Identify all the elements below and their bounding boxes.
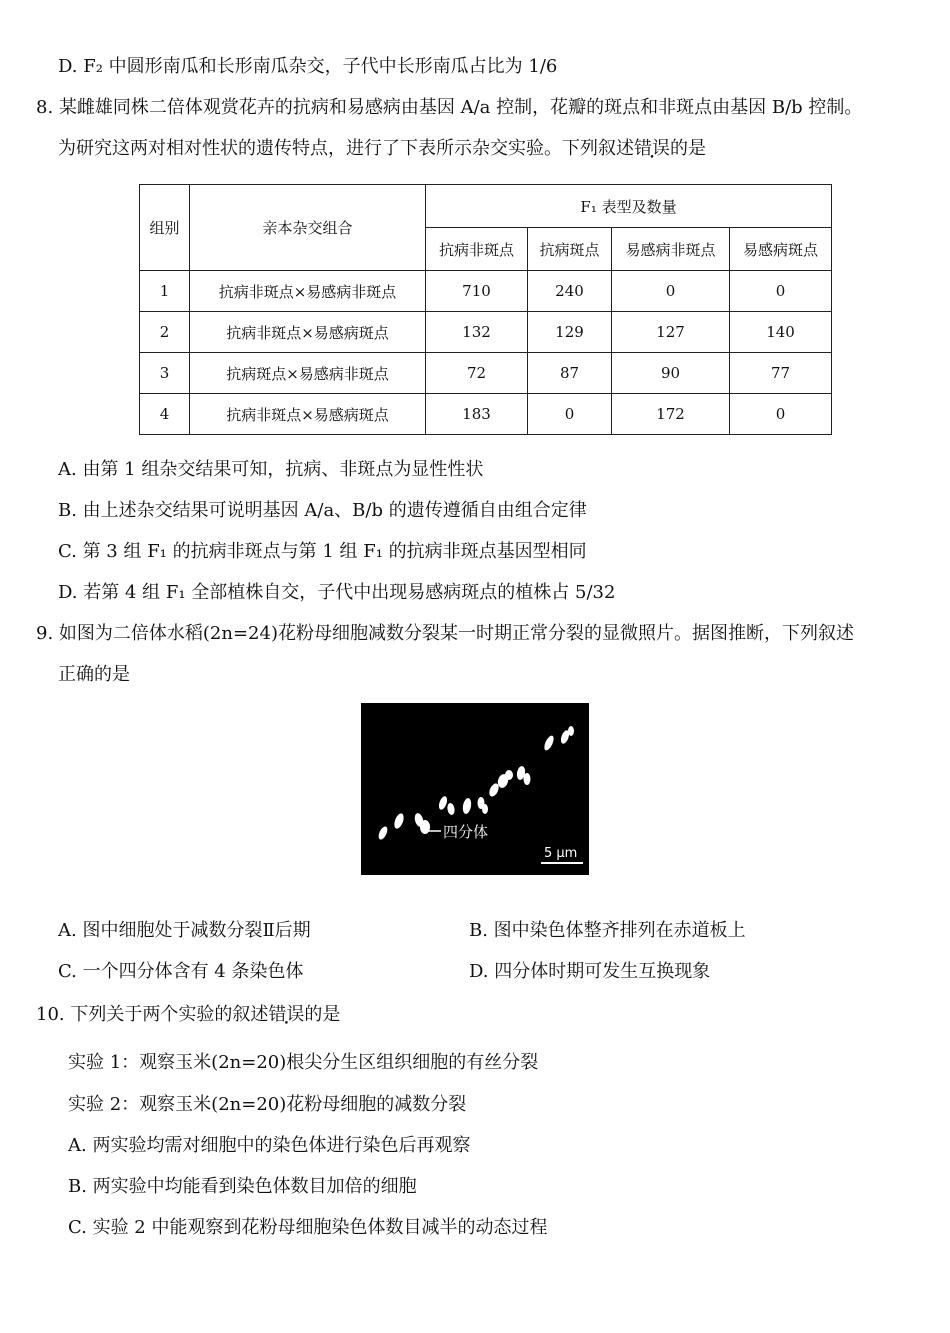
q10-stem: [36, 1003, 340, 1027]
micrograph-image: [361, 703, 589, 875]
q8-table: [139, 184, 832, 435]
prev-option-d: D. F₂ 中圆形南瓜和长形南瓜杂交，子代中长形南瓜占比为 1/6: [58, 56, 558, 77]
table-row: [140, 353, 832, 394]
cell-group: 4: [140, 394, 190, 435]
tetrad-label: 四分体: [443, 823, 489, 841]
cell-value: 172: [612, 394, 730, 435]
cell-group: 1: [140, 271, 190, 312]
q10-option-a: A. 两实验均需对细胞中的染色体进行染色后再观察: [68, 1135, 471, 1156]
cell-value: 72: [426, 353, 528, 394]
q9-stem-line1: 9. 如图为二倍体水稻(2n=24)花粉母细胞减数分裂某一时期正常分裂的显微照片。据图推断，下列叙述: [36, 623, 854, 644]
table-row: [140, 394, 832, 435]
subheader: 抗病斑点: [528, 228, 612, 271]
q9-option-b: B. 图中染色体整齐排列在赤道板上: [469, 920, 746, 941]
q9-option-c: C. 一个四分体含有 4 条染色体: [58, 961, 304, 982]
cell-cross: 抗病非斑点×易感病非斑点: [190, 271, 426, 312]
cell-group: 2: [140, 312, 190, 353]
header-parents: 亲本杂交组合: [190, 185, 426, 271]
subheader: 易感病非斑点: [612, 228, 730, 271]
cell-value: 140: [730, 312, 832, 353]
q8-emphasis: 错误: [634, 138, 670, 159]
q8-option-b: B. 由上述杂交结果可说明基因 A/a、B/b 的遗传遵循自由组合定律: [58, 500, 587, 521]
q8-stem-line2: [58, 137, 706, 161]
q8-option-d: D. 若第 4 组 F₁ 全部植株自交，子代中出现易感病斑点的植株占 5/32: [58, 582, 616, 603]
q10-stem-text: 10. 下列关于两个实验的叙述: [36, 1004, 269, 1025]
q9-option-a: A. 图中细胞处于减数分裂Ⅱ后期: [58, 920, 311, 941]
table-row: [140, 312, 832, 353]
cell-value: 87: [528, 353, 612, 394]
cell-value: 0: [730, 271, 832, 312]
subheader: 易感病斑点: [730, 228, 832, 271]
cell-cross: 抗病斑点×易感病非斑点: [190, 353, 426, 394]
q10-exp2: 实验 2：观察玉米(2n=20)花粉母细胞的减数分裂: [68, 1094, 467, 1115]
header-group: 组别: [140, 185, 190, 271]
cell-cross: 抗病非斑点×易感病斑点: [190, 312, 426, 353]
cell-value: 0: [528, 394, 612, 435]
cell-value: 240: [528, 271, 612, 312]
header-f1: F₁ 表型及数量: [426, 185, 832, 228]
q10-option-c: C. 实验 2 中能观察到花粉母细胞染色体数目减半的动态过程: [68, 1217, 548, 1238]
scale-bar-label: 5 μm: [544, 846, 578, 861]
q9-option-d: D. 四分体时期可发生互换现象: [469, 961, 711, 982]
cell-cross: 抗病非斑点×易感病斑点: [190, 394, 426, 435]
q10-stem-suffix: 的是: [304, 1004, 341, 1025]
q8-stem-line1: 8. 某雌雄同株二倍体观赏花卉的抗病和易感病由基因 A/a 控制，花瓣的斑点和非斑点由基因 B/b 控制。: [36, 97, 863, 118]
cell-value: 0: [730, 394, 832, 435]
cell-value: 710: [426, 271, 528, 312]
cell-group: 3: [140, 353, 190, 394]
cell-value: 77: [730, 353, 832, 394]
subheader: 抗病非斑点: [426, 228, 528, 271]
q10-exp1: 实验 1：观察玉米(2n=20)根尖分生区组织细胞的有丝分裂: [68, 1052, 539, 1073]
cell-value: 129: [528, 312, 612, 353]
q10-emphasis: 错误: [268, 1004, 305, 1025]
q8-stem-suffix: 的是: [670, 138, 706, 159]
cell-value: 132: [426, 312, 528, 353]
chromosome-figure: [361, 703, 589, 875]
q8-option-a: A. 由第 1 组杂交结果可知，抗病、非斑点为显性性状: [58, 459, 484, 480]
cell-value: 90: [612, 353, 730, 394]
table-row: [140, 271, 832, 312]
q9-stem-line2: 正确的是: [58, 664, 130, 685]
q8-option-c: C. 第 3 组 F₁ 的抗病非斑点与第 1 组 F₁ 的抗病非斑点基因型相同: [58, 541, 587, 562]
q8-stem-text: 为研究这两对相对性状的遗传特点，进行了下表所示杂交实验。下列叙述: [58, 138, 634, 159]
cell-value: 0: [612, 271, 730, 312]
q10-option-b: B. 两实验中均能看到染色体数目加倍的细胞: [68, 1176, 417, 1197]
cell-value: 183: [426, 394, 528, 435]
table-header-row: [140, 185, 832, 228]
cell-value: 127: [612, 312, 730, 353]
